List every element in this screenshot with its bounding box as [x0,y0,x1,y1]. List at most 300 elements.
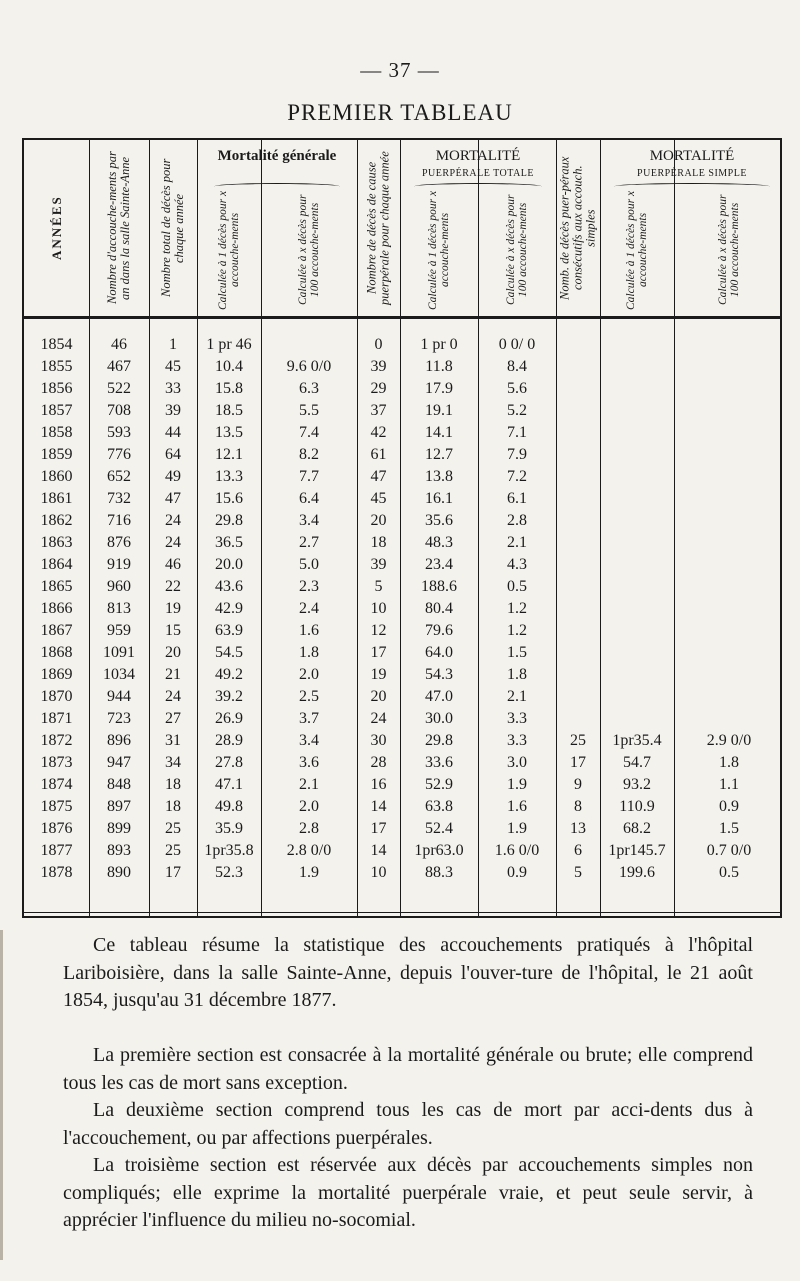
pct-puerperal-cell: 1.8 [507,666,527,683]
puerperal-deaths-cell: 20 [370,512,387,529]
ratio-simple-cell [600,554,674,576]
year-cell: 1873 [40,754,73,771]
ratio-general-cell: 52.3 [215,864,243,881]
pct-puerperal-cell: 2.1 [507,688,527,705]
ratio-simple-cell: 93.2 [623,776,651,793]
puerperal-deaths-cell: 29 [370,380,387,397]
pct-general-cell: 2.0 [299,666,319,683]
ratio-simple-cell: 68.2 [623,820,651,837]
deaths-cell: 18 [165,798,181,815]
pct-puerperal-cell: 1.5 [507,644,527,661]
ratio-puerperal-cell: 23.4 [425,556,453,573]
pct-simple-cell: 0.5 [719,864,739,881]
pct-general-cell: 5.0 [299,556,319,573]
ratio-simple-cell [600,488,674,510]
pct-puerperal-cell: 0.5 [507,578,527,595]
header-ratio-simple: Calculée à 1 décès pour x accouche-ments [625,190,649,310]
deaths-cell: 39 [165,402,181,419]
table-row [24,796,780,818]
births-cell: 896 [107,732,131,749]
births-cell: 947 [107,754,131,771]
header-group-puerperal-total: MORTALITÉ PUERPÉRALE TOTALE [421,148,535,179]
ratio-general-cell: 43.6 [215,578,243,595]
ratio-general-cell: 35.9 [215,820,243,837]
paragraph-4: La troisième section est réservée aux décès par accouchements simples non compliqués; elle exprime la mortalité puerpérale vraie, et peut seule servir, à apprécier l'influence du milieu no-socomial. [63,1154,753,1231]
pct-puerperal-cell: 6.1 [507,490,527,507]
table-row [24,378,780,400]
pct-simple-cell [674,576,784,598]
header-simple-deaths: Nomb. de décès puer-péraux consécutifs aux accouch. simples [557,156,598,300]
year-cell: 1861 [40,490,73,507]
deaths-cell: 46 [165,556,181,573]
births-cell: 1091 [103,644,135,661]
table-row [24,510,780,532]
simple-deaths-cell [556,576,600,598]
simple-deaths-cell: 13 [570,820,586,837]
pct-general-cell: 2.0 [299,798,319,815]
ratio-simple-cell [600,686,674,708]
pct-simple-cell [674,532,784,554]
puerperal-deaths-cell: 42 [370,424,387,441]
simple-deaths-cell [556,642,600,664]
pct-simple-cell [674,466,784,488]
births-cell: 876 [107,534,131,551]
pct-general-cell: 2.7 [299,534,319,551]
header-pct-puerperal: Calculée à x décès pour 100 accouche-ments [505,194,529,306]
ratio-simple-cell [600,532,674,554]
puerperal-deaths-cell: 14 [370,842,387,859]
pct-general-cell: 9.6 0/0 [286,358,332,375]
pct-puerperal-cell: 2.1 [507,534,527,551]
table-row [24,444,780,466]
births-cell: 944 [107,688,131,705]
header-annees: ANNÉES [49,195,64,261]
ratio-general-cell: 15.6 [215,490,243,507]
births-cell: 522 [107,380,131,397]
pct-puerperal-cell: 8.4 [507,358,527,375]
year-cell: 1871 [40,710,73,727]
pct-puerperal-cell: 1.6 0/0 [494,842,540,859]
deaths-cell: 1 [169,336,177,353]
ratio-general-cell: 13.5 [215,424,243,441]
pct-simple-cell [674,444,784,466]
deaths-cell: 20 [165,644,181,661]
births-cell: 960 [107,578,131,595]
pct-general-cell: 3.4 [299,512,319,529]
simple-deaths-cell [556,466,600,488]
ratio-puerperal-cell: 1 pr 0 [420,336,458,353]
puerperal-deaths-cell: 17 [370,820,387,837]
ratio-puerperal-cell: 29.8 [425,732,453,749]
births-cell: 716 [107,512,131,529]
year-cell: 1856 [40,380,73,397]
deaths-cell: 47 [165,490,181,507]
year-cell: 1855 [40,358,73,375]
table-row [24,576,780,598]
table-row [24,730,780,752]
pct-puerperal-cell: 1.2 [507,622,527,639]
births-cell: 708 [107,402,131,419]
ratio-puerperal-cell: 16.1 [425,490,453,507]
header-total-deaths: Nombre total de décès pour chaque année [159,158,186,298]
ratio-general-cell: 1 pr 46 [206,336,252,353]
pct-general-cell: 2.8 [299,820,319,837]
pct-puerperal-cell: 2.8 [507,512,527,529]
births-cell: 593 [107,424,131,441]
births-cell: 46 [111,336,127,353]
ratio-general-cell: 42.9 [215,600,243,617]
births-cell: 813 [107,600,131,617]
puerperal-deaths-cell: 24 [370,710,387,727]
ratio-general-cell: 49.2 [215,666,243,683]
year-cell: 1864 [40,556,73,573]
ratio-simple-cell [600,642,674,664]
ratio-simple-cell [600,510,674,532]
births-cell: 959 [107,622,131,639]
pct-simple-cell: 1.5 [719,820,739,837]
ratio-simple-cell: 1pr35.4 [612,732,662,749]
year-cell: 1877 [40,842,73,859]
simple-deaths-cell: 25 [570,732,586,749]
simple-deaths-cell [556,708,600,730]
pct-simple-cell [674,686,784,708]
simple-deaths-cell [556,620,600,642]
simple-deaths-cell [556,378,600,400]
pct-simple-cell [674,642,784,664]
table-row [24,554,780,576]
births-cell: 899 [107,820,131,837]
year-cell: 1875 [40,798,73,815]
table-row [24,620,780,642]
pct-puerperal-cell: 5.2 [507,402,527,419]
puerperal-deaths-cell: 5 [374,578,383,595]
ratio-puerperal-cell: 47.0 [425,688,453,705]
header-ratio-general: Calculée à 1 décès pour x accouche-ments [217,190,241,310]
pct-puerperal-cell: 1.2 [507,600,527,617]
ratio-simple-cell [600,334,674,356]
ratio-simple-cell [600,400,674,422]
pct-puerperal-cell: 3.3 [507,732,527,749]
pct-simple-cell [674,598,784,620]
pct-simple-cell: 0.7 0/0 [706,842,752,859]
ratio-puerperal-cell: 19.1 [425,402,453,419]
pct-simple-cell: 1.8 [719,754,739,771]
ratio-simple-cell [600,576,674,598]
deaths-cell: 34 [165,754,181,771]
ratio-puerperal-cell: 64.0 [425,644,453,661]
ratio-general-cell: 10.4 [215,358,243,375]
table-row [24,840,780,862]
ratio-general-cell: 13.3 [215,468,243,485]
paragraph-1: Ce tableau résume la statistique des accouchements pratiqués à l'hôpital Lariboisière, dans la salle Sainte-Anne, depuis l'ouver-ture de l'hôpital, le 21 août 1854, jusqu'au 31 décembre 1877. [63,934,753,1011]
ratio-puerperal-cell: 17.9 [425,380,453,397]
deaths-cell: 25 [165,820,181,837]
ratio-puerperal-cell: 48.3 [425,534,453,551]
table-row [24,466,780,488]
deaths-cell: 24 [165,688,181,705]
simple-deaths-cell [556,554,600,576]
puerperal-deaths-cell: 10 [370,600,387,617]
ratio-puerperal-cell: 13.8 [425,468,453,485]
ratio-puerperal-cell: 188.6 [421,578,457,595]
table-row [24,862,780,884]
pct-simple-cell [674,664,784,686]
simple-deaths-cell [556,488,600,510]
header-group-general: Mortalité générale [217,148,337,164]
pct-puerperal-cell: 7.2 [507,468,527,485]
header-pct-general: Calculée à x décès pour 100 accouche-ments [297,194,321,306]
statistics-table [22,138,782,918]
header-births: Nombre d'accouche-ments par an dans la salle Sainte-Anne [105,151,132,305]
births-cell: 848 [107,776,131,793]
births-cell: 1034 [103,666,135,683]
pct-puerperal-cell: 5.6 [507,380,527,397]
header-puerperal-deaths: Nombre de décès de cause puerpérale pour chaque année [364,151,392,305]
births-cell: 890 [107,864,131,881]
table-row [24,708,780,730]
pct-general-cell: 2.3 [299,578,319,595]
year-cell: 1878 [40,864,73,881]
pct-puerperal-cell: 1.9 [507,820,527,837]
pct-simple-cell [674,400,784,422]
puerperal-deaths-cell: 17 [370,644,387,661]
pct-simple-cell [674,620,784,642]
births-cell: 652 [107,468,131,485]
pct-simple-cell [674,334,784,356]
pct-simple-cell [674,422,784,444]
simple-deaths-cell: 6 [574,842,582,859]
simple-deaths-cell [556,356,600,378]
pct-puerperal-cell: 3.3 [507,710,527,727]
deaths-cell: 18 [165,776,181,793]
table-row [24,422,780,444]
puerperal-deaths-cell: 18 [370,534,387,551]
puerperal-deaths-cell: 20 [370,688,387,705]
ratio-simple-cell [600,444,674,466]
ratio-general-cell: 26.9 [215,710,243,727]
pct-general-cell: 2.4 [299,600,319,617]
table-row [24,400,780,422]
pct-general-cell: 5.5 [299,402,319,419]
pct-puerperal-cell: 0 0/ 0 [498,336,536,353]
ratio-puerperal-cell: 11.8 [425,358,453,375]
ratio-puerperal-cell: 88.3 [425,864,453,881]
simple-deaths-cell: 5 [574,864,582,881]
pct-general-cell: 1.8 [299,644,319,661]
year-cell: 1857 [40,402,73,419]
pct-general-cell: 1.9 [299,864,319,881]
year-cell: 1868 [40,644,73,661]
pct-general-cell: 3.6 [299,754,319,771]
page-number: — 37 — [360,58,440,82]
table-row [24,752,780,774]
ratio-general-cell: 20.0 [215,556,243,573]
puerperal-deaths-cell: 39 [370,358,387,375]
deaths-cell: 22 [165,578,181,595]
pct-general-cell: 2.5 [299,688,319,705]
ratio-puerperal-cell: 52.4 [425,820,453,837]
pct-general-cell: 3.7 [299,710,319,727]
ratio-simple-cell: 1pr145.7 [608,842,666,859]
year-cell: 1865 [40,578,73,595]
simple-deaths-cell [556,664,600,686]
pct-puerperal-cell: 3.0 [507,754,527,771]
ratio-puerperal-cell: 80.4 [425,600,453,617]
table-row [24,664,780,686]
ratio-puerperal-cell: 30.0 [425,710,453,727]
ratio-simple-cell: 54.7 [623,754,651,771]
ratio-puerperal-cell: 12.7 [425,446,453,463]
deaths-cell: 33 [165,380,181,397]
births-cell: 897 [107,798,131,815]
pct-simple-cell [674,488,784,510]
puerperal-deaths-cell: 12 [370,622,387,639]
births-cell: 732 [107,490,131,507]
ratio-general-cell: 28.9 [215,732,243,749]
deaths-cell: 27 [165,710,181,727]
table-row [24,488,780,510]
deaths-cell: 64 [165,446,181,463]
ratio-general-cell: 27.8 [215,754,243,771]
table-row [24,532,780,554]
year-cell: 1860 [40,468,73,485]
year-cell: 1862 [40,512,73,529]
paragraph-2: La première section est consacrée à la mortalité générale ou brute; elle comprend tous les cas de mort sans exception. [63,1044,753,1094]
ratio-puerperal-cell: 79.6 [425,622,453,639]
pct-puerperal-cell: 1.6 [507,798,527,815]
ratio-simple-cell [600,466,674,488]
pct-general-cell: 1.6 [299,622,319,639]
deaths-cell: 31 [165,732,181,749]
year-cell: 1867 [40,622,73,639]
ratio-simple-cell [600,356,674,378]
table-row [24,598,780,620]
pct-general-cell: 8.2 [299,446,319,463]
pct-general-cell: 2.1 [299,776,319,793]
page-title: PREMIER TABLEAU [287,100,513,125]
simple-deaths-cell [556,422,600,444]
ratio-general-cell: 18.5 [215,402,243,419]
pct-puerperal-cell: 7.9 [507,446,527,463]
table-row [24,642,780,664]
births-cell: 919 [107,556,131,573]
pct-general-cell [261,334,357,356]
ratio-general-cell: 29.8 [215,512,243,529]
puerperal-deaths-cell: 0 [374,336,383,353]
pct-puerperal-cell: 0.9 [507,864,527,881]
table-row [24,774,780,796]
year-cell: 1874 [40,776,73,793]
year-cell: 1870 [40,688,73,705]
deaths-cell: 25 [165,842,181,859]
puerperal-deaths-cell: 16 [370,776,387,793]
deaths-cell: 21 [165,666,181,683]
puerperal-deaths-cell: 28 [370,754,387,771]
ratio-simple-cell [600,598,674,620]
ratio-puerperal-cell: 52.9 [425,776,453,793]
deaths-cell: 17 [165,864,181,881]
ratio-simple-cell [600,664,674,686]
year-cell: 1876 [40,820,73,837]
ratio-general-cell: 54.5 [215,644,243,661]
deaths-cell: 24 [165,512,181,529]
pct-general-cell: 7.7 [299,468,319,485]
ratio-general-cell: 12.1 [215,446,243,463]
puerperal-deaths-cell: 37 [370,402,387,419]
pct-general-cell: 7.4 [299,424,319,441]
puerperal-deaths-cell: 61 [370,446,387,463]
paragraph-3: La deuxième section comprend tous les cas de mort par acci-dents dus à l'accouchement, ou par affections puerpérales. [63,1099,753,1149]
ratio-general-cell: 36.5 [215,534,243,551]
simple-deaths-cell [556,686,600,708]
simple-deaths-cell [556,510,600,532]
simple-deaths-cell [556,444,600,466]
ratio-puerperal-cell: 54.3 [425,666,453,683]
puerperal-deaths-cell: 19 [370,666,387,683]
puerperal-deaths-cell: 45 [370,490,387,507]
ratio-puerperal-cell: 63.8 [425,798,453,815]
ratio-simple-cell [600,620,674,642]
ratio-puerperal-cell: 14.1 [425,424,453,441]
puerperal-deaths-cell: 47 [370,468,387,485]
ratio-simple-cell: 110.9 [619,798,655,815]
header-pct-simple: Calculée à x décès pour 100 accouche-ments [717,194,741,306]
pct-general-cell: 2.8 0/0 [286,842,332,859]
births-cell: 723 [107,710,131,727]
header-group-puerperal-simple: MORTALITÉ PUERPÉRALE SIMPLE [637,148,747,179]
pct-simple-cell: 1.1 [719,776,739,793]
deaths-cell: 45 [165,358,181,375]
ratio-puerperal-cell: 35.6 [425,512,453,529]
simple-deaths-cell [556,334,600,356]
year-cell: 1869 [40,666,73,683]
pct-puerperal-cell: 7.1 [507,424,527,441]
deaths-cell: 24 [165,534,181,551]
deaths-cell: 15 [165,622,181,639]
ratio-general-cell: 39.2 [215,688,243,705]
ratio-simple-cell [600,378,674,400]
ratio-general-cell: 15.8 [215,380,243,397]
births-cell: 776 [107,446,131,463]
pct-simple-cell [674,554,784,576]
ratio-general-cell: 49.8 [215,798,243,815]
deaths-cell: 44 [165,424,181,441]
deaths-cell: 49 [165,468,181,485]
deaths-cell: 19 [165,600,181,617]
ratio-general-cell: 1pr35.8 [204,842,254,859]
ratio-simple-cell: 199.6 [619,864,655,881]
puerperal-deaths-cell: 14 [370,798,387,815]
table-row [24,334,780,356]
simple-deaths-cell: 9 [574,776,582,793]
year-cell: 1872 [40,732,73,749]
simple-deaths-cell [556,598,600,620]
pct-puerperal-cell: 1.9 [507,776,527,793]
ratio-simple-cell [600,708,674,730]
ratio-puerperal-cell: 33.6 [425,754,453,771]
puerperal-deaths-cell: 39 [370,556,387,573]
ratio-general-cell: 63.9 [215,622,243,639]
puerperal-deaths-cell: 30 [370,732,387,749]
pct-simple-cell [674,378,784,400]
year-cell: 1863 [40,534,73,551]
simple-deaths-cell [556,400,600,422]
year-cell: 1854 [40,336,73,353]
pct-simple-cell [674,708,784,730]
births-cell: 467 [107,358,131,375]
pct-puerperal-cell: 4.3 [507,556,527,573]
pct-general-cell: 3.4 [299,732,319,749]
